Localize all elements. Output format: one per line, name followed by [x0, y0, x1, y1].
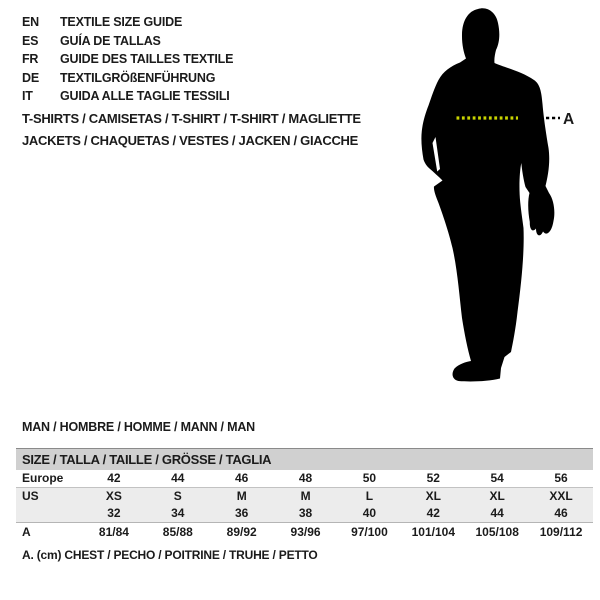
size-value: 56 — [554, 471, 568, 485]
row-label: A — [22, 525, 31, 539]
measurement-label-a: A — [563, 111, 575, 128]
category-jackets: JACKETS / CHAQUETAS / VESTES / JACKEN / GIACCHE — [22, 132, 358, 148]
size-value: 46 — [235, 471, 249, 485]
row-label: Europe — [22, 471, 64, 485]
size-value: 101/104 — [411, 525, 455, 539]
table-row-numeric — [16, 505, 593, 522]
language-label: GUIDE DES TAILLES TEXTILE — [60, 52, 234, 67]
size-value: 97/100 — [351, 525, 388, 539]
language-row-en — [22, 13, 233, 32]
size-value: 48 — [298, 471, 313, 485]
language-label: GUÍA DE TALLAS — [60, 33, 161, 48]
size-value: XXL — [549, 489, 573, 503]
category-tshirts: T-SHIRTS / CAMISETAS / T-SHIRT / T-SHIRT / MAGLIETTE — [22, 111, 361, 126]
size-value: L — [365, 489, 374, 503]
man-silhouette-figure — [390, 0, 600, 420]
size-value: 105/108 — [475, 525, 519, 539]
table-row-europe — [16, 470, 593, 488]
size-value: 32 — [107, 506, 121, 520]
language-label: GUIDA ALLE TAGLIE TESSILI — [60, 89, 230, 104]
size-table-header: SIZE / TALLA / TAILLE / GRÖSSE / TAGLIA — [16, 449, 593, 470]
language-list — [22, 13, 233, 106]
size-value: 52 — [426, 471, 440, 485]
size-value: 44 — [490, 506, 504, 520]
language-label: TEXTILE SIZE GUIDE — [60, 15, 183, 29]
language-row-es — [22, 32, 233, 51]
language-code: DE — [22, 70, 39, 85]
man-silhouette — [421, 8, 554, 381]
language-label: TEXTILGRÖßENFÜHRUNG — [60, 70, 216, 85]
size-value: 36 — [235, 506, 249, 520]
table-row-chest-a — [16, 523, 593, 542]
size-table — [16, 448, 593, 542]
size-value: 42 — [107, 471, 121, 485]
size-value: 50 — [362, 471, 377, 485]
size-value: M — [300, 489, 311, 503]
table-shaded-band — [16, 488, 593, 523]
size-value: 34 — [171, 506, 185, 520]
table-row-us — [16, 488, 593, 505]
language-row-it — [22, 87, 233, 106]
row-label: US — [22, 489, 39, 503]
measurement-footnote: A. (cm) CHEST / PECHO / POITRINE / TRUHE / PETTO — [22, 548, 318, 562]
size-value: 93/96 — [290, 525, 321, 539]
language-code: IT — [22, 89, 33, 104]
size-value: 89/92 — [226, 525, 257, 539]
size-value: XL — [425, 489, 441, 503]
size-value: XS — [105, 489, 122, 503]
size-value: 109/112 — [539, 525, 583, 539]
language-row-fr — [22, 50, 233, 69]
size-value: 81/84 — [98, 525, 129, 539]
language-code: EN — [22, 15, 39, 29]
language-code: FR — [22, 52, 39, 67]
language-row-de — [22, 69, 233, 88]
size-value: 42 — [426, 506, 440, 520]
size-value: S — [173, 489, 182, 503]
size-value: 46 — [554, 506, 568, 520]
size-value: 54 — [490, 471, 504, 485]
section-title-man: MAN / HOMBRE / HOMME / MANN / MAN — [22, 420, 255, 434]
size-value: 44 — [171, 471, 185, 485]
language-code: ES — [22, 33, 39, 48]
size-value: 38 — [298, 506, 313, 520]
garment-categories — [22, 108, 361, 151]
size-value: M — [236, 489, 247, 503]
row-label — [16, 505, 82, 522]
size-value: 85/88 — [162, 525, 193, 539]
size-value: XL — [489, 489, 505, 503]
size-value: 40 — [362, 506, 377, 520]
